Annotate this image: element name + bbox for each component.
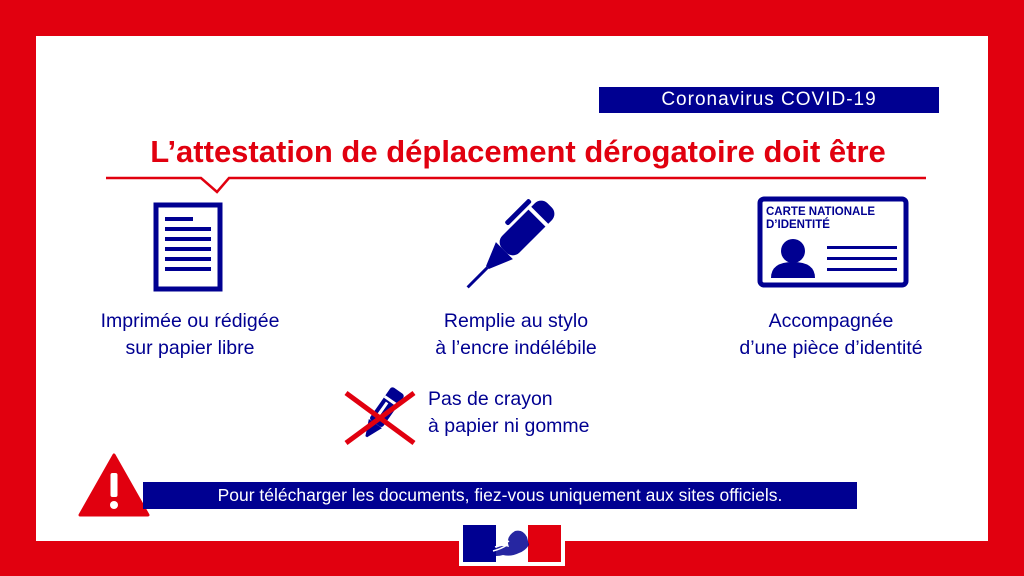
caption-id: [706, 308, 956, 362]
caption-no-pencil: [428, 386, 590, 440]
caption-id-line2: d’une pièce d’identité: [739, 337, 923, 359]
caption-printed-line2: sur papier libre: [125, 337, 255, 359]
warning-icon: [78, 453, 150, 517]
caption-printed: [70, 308, 310, 362]
warning-banner: Pour télécharger les documents, fiez-vous uniquement aux sites officiels.: [143, 482, 857, 509]
caption-no-pencil-line2: à papier ni gomme: [428, 415, 590, 437]
caption-no-pencil-line1: Pas de crayon: [428, 388, 553, 410]
card-label-line2: D’IDENTITÉ: [766, 219, 830, 231]
marianne-logo-icon: [459, 521, 565, 566]
card-label-line1: CARTE NATIONALE: [766, 206, 876, 218]
caption-pen-line2: à l’encre indélébile: [435, 337, 597, 359]
id-card-icon: [757, 196, 909, 288]
covid-tag: Coronavirus COVID-19: [599, 87, 939, 113]
caption-printed-line1: Imprimée ou rédigée: [100, 310, 280, 332]
page-title: L’attestation de déplacement dérogatoire doit être: [150, 134, 886, 169]
caption-id-line1: Accompagnée: [768, 310, 894, 332]
document-icon: [153, 202, 223, 292]
caption-pen: [396, 308, 636, 362]
crossed-pencil-icon: [342, 385, 418, 449]
pen-icon: [460, 190, 570, 290]
caption-pen-line1: Remplie au stylo: [443, 310, 589, 332]
